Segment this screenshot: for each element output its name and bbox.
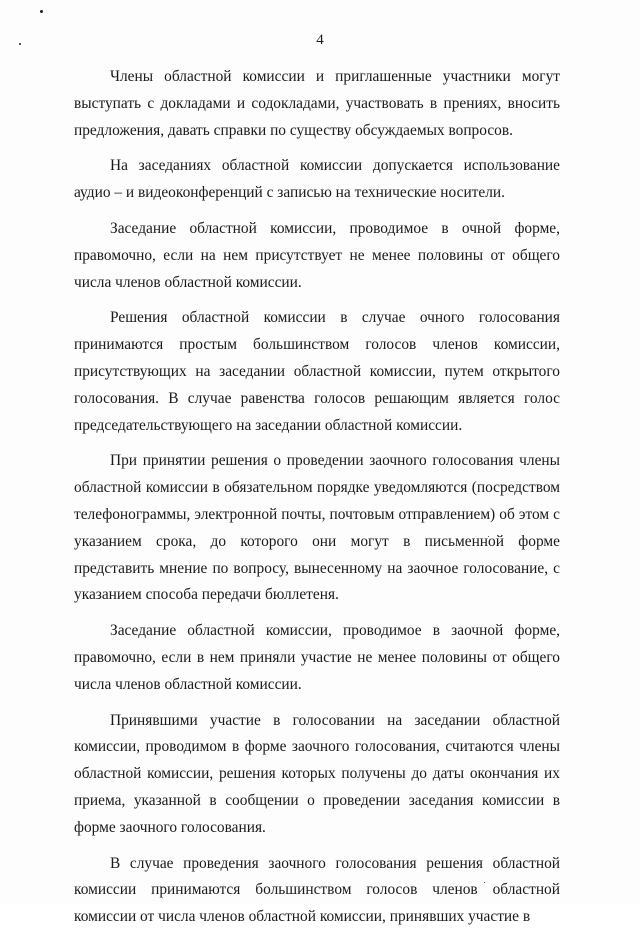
paragraph: В случае проведения заочного голосования решения областной комиссии принимаются большинством голосов членов областной комиссии от числа членов областной комиссии, принявших участие в xyxy=(74,854,560,926)
scan-speck xyxy=(40,10,43,13)
page-number: 4 xyxy=(316,32,324,48)
document-body xyxy=(74,64,560,940)
paragraph: Заседание областной комиссии, проводимое в заочной форме, правомочно, если в нем приняли участие не менее половины от общего числа членов областной комиссии. xyxy=(74,622,560,693)
paragraph: Принявшими участие в голосовании на заседании областной комиссии, проводимом в форме заочного голосования, считаются члены областной комиссии, решения которых получены до даты окончания их приема, указанной в сообщении о проведении заседания комиссии в форме заочного голосования. xyxy=(74,711,560,836)
paragraph: На заседаниях областной комиссии допускается использование аудио – и видеоконференций с записью на технические носители. xyxy=(74,157,560,202)
paragraph: Члены областной комиссии и приглашенные участники могут выступать с докладами и содокладами, участвовать в прениях, вносить предложения, давать справки по существу обсуждаемых вопросов. xyxy=(74,68,560,139)
paragraph: Заседание областной комиссии, проводимое в очной форме, правомочно, если на нем присутствует не менее половины от общего числа членов областной комиссии. xyxy=(74,219,560,291)
paragraph: При принятии решения о проведении заочного голосования члены областной комиссии в обязательном порядке уведомляются (посредством телефонограммы, электронной почты, почтовым отправлением) об этом с указанием срока, до которого они могут в письменной форме представить мнение по вопросу, вынесенному на заочное голосование, с указанием способа передачи бюллетеня. xyxy=(74,452,560,604)
paragraph: Решения областной комиссии в случае очного голосования принимаются простым большинством голосов членов комиссии, присутствующих на заседании областной комиссии, путем открытого голосования. В случае равенства голосов решающим является голос председательствующего на заседании областной комиссии. xyxy=(74,309,560,434)
